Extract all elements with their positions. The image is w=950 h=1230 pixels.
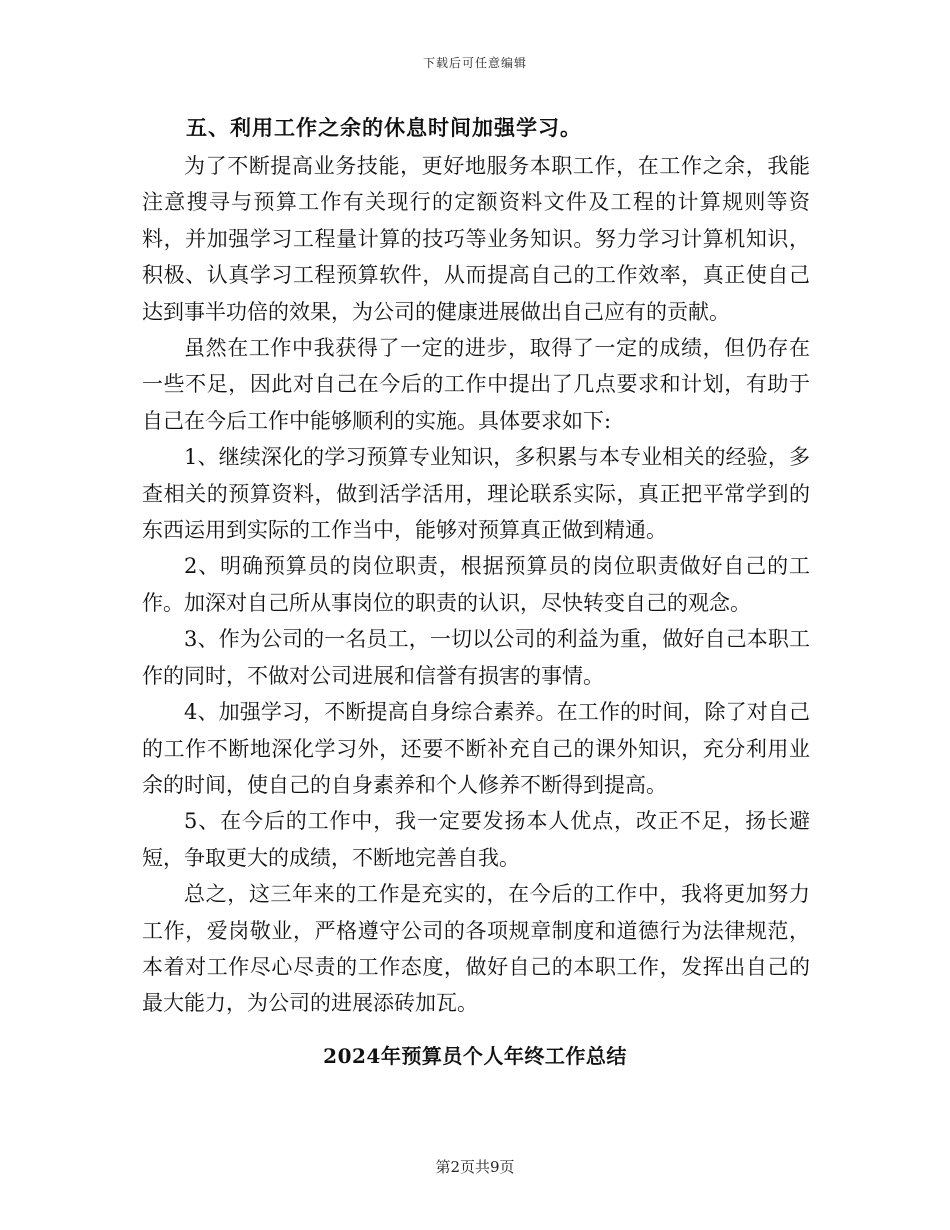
paragraph-item-4: 4、加强学习，不断提高自身综合素养。在工作的时间，除了对自己的工作不断地深化学习外，还要不断补充自己的课外知识，充分利用业余的时间，使自己的自身素养和个人修养不断得到提高。 xyxy=(142,700,810,797)
section-heading: 五、利用工作之余的休息时间加强学习。 xyxy=(186,115,582,140)
document-body xyxy=(142,108,810,1022)
header-note: 下载后可任意编辑 xyxy=(422,56,527,70)
paragraph-conclusion: 总之，这三年来的工作是充实的，在今后的工作中，我将更加努力工作，爱岗敬业，严格遵守公司的各项规章制度和道德行为法律规范，本着对工作尽心尽责的工作态度，做好自己的本职工作，发挥出自己的最大能力，为公司的进展添砖加瓦。 xyxy=(142,882,810,1016)
page-number: 第2页共9页 xyxy=(435,1158,515,1176)
paragraph-shortcomings: 虽然在工作中我获得了一定的进步，取得了一定的成绩，但仍存在一些不足，因此对自己在今后的工作中提出了几点要求和计划，有助于自己在今后工作中能够顺利的实施。具体要求如下: xyxy=(142,336,810,433)
paragraph-item-5: 5、在今后的工作中，我一定要发扬本人优点，改正不足，扬长避短，争取更大的成绩，不断地完善自我。 xyxy=(142,809,810,870)
paragraph-study: 为了不断提高业务技能，更好地服务本职工作，在工作之余，我能注意搜寻与预算工作有关现行的定额资料文件及工程的计算规则等资料，并加强学习工程量计算的技巧等业务知识。努力学习计算机知识，积极、认真学习工程预算软件，从而提高自己的工作效率，真正使自己达到事半功倍的效果，为公司的健康进展做出自己应有的贡献。 xyxy=(142,154,810,324)
paragraph-item-1: 1、继续深化的学习预算专业知识，多积累与本专业相关的经验，多查相关的预算资料，做到活学活用，理论联系实际，真正把平常学到的东西运用到实际的工作当中，能够对预算真正做到精通。 xyxy=(142,445,810,543)
paragraph-item-2: 2、明确预算员的岗位职责，根据预算员的岗位职责做好自己的工作。加深对自己所从事岗位的职责的认识，尽快转变自己的观念。 xyxy=(142,554,810,615)
document-title: 2024年预算员个人年终工作总结 xyxy=(323,1044,627,1068)
paragraph-item-3: 3、作为公司的一名员工，一切以公司的利益为重，做好自己本职工作的同时，不做对公司进展和信誉有损害的事情。 xyxy=(142,627,810,688)
